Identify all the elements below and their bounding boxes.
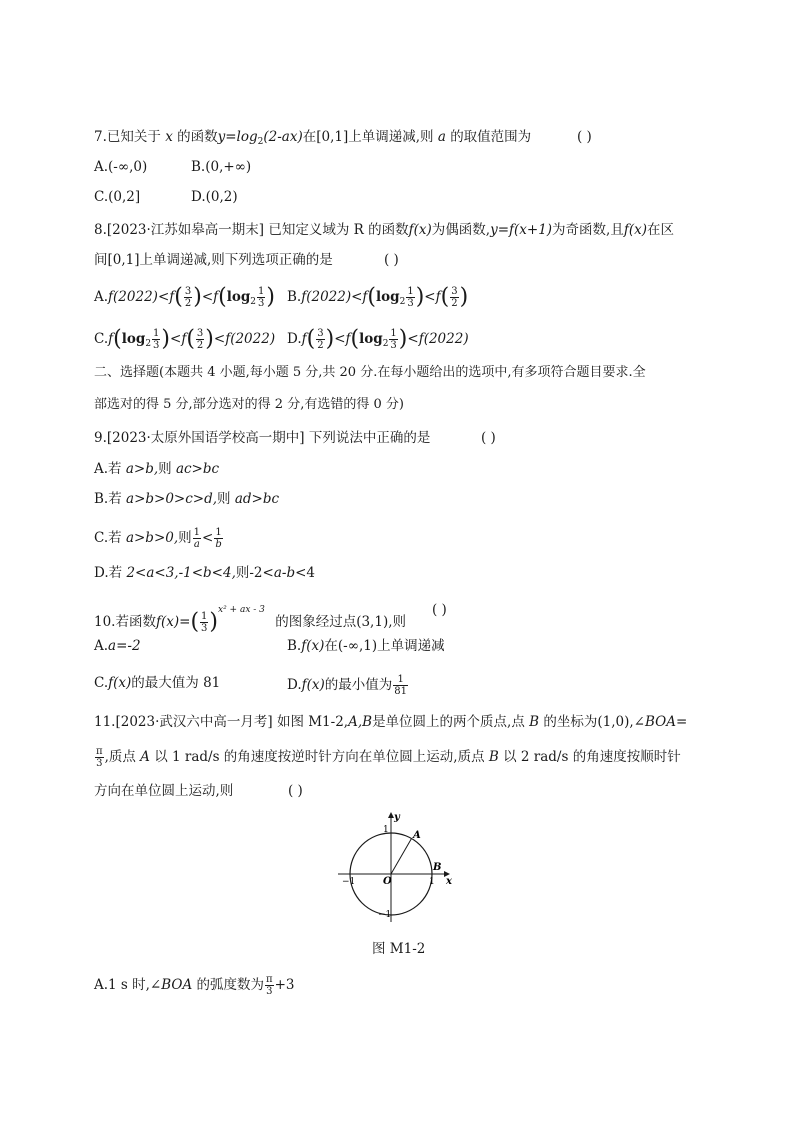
q8-c-lt2: < [213, 331, 226, 347]
q9-a-math: a>b, [125, 461, 159, 477]
q9-c-frac2: $\frac{1}{b}$ [215, 527, 222, 550]
q10-b-label: B. [287, 638, 302, 654]
q11-a-post: +3 [274, 977, 295, 993]
q8-a-label: A. [94, 289, 109, 305]
q8-stem-line2: 间[0,1]上单调递减,则下列选项正确的是 [94, 252, 333, 268]
q8-b-log: log [376, 289, 400, 305]
q9-option-b [94, 490, 279, 508]
q9-a-mid: 则 [158, 461, 172, 477]
q11-a-mid: 的弧度数为 [196, 977, 265, 993]
q8-b-label: B. [287, 289, 302, 305]
q8-c-log: log [121, 331, 146, 347]
q8-d-lt2: < [407, 331, 419, 347]
q7-option-d: D.(0,2) [191, 189, 238, 205]
section2-header-line1: 二、选择题(本题共 4 小题,每小题 5 分,共 20 分.在每小题给出的选项中,有多项符合题目要求.全 [94, 365, 646, 380]
q8-fx: f(x) [408, 222, 432, 238]
q8-b-frac: $\frac{3}{2}$ [451, 286, 458, 309]
label-o: O [383, 876, 392, 887]
label-y: y [394, 812, 400, 823]
q7-var-x: x [165, 129, 173, 145]
q7-option-c: C.(0,2] [94, 189, 141, 205]
q8-d-f2022: f(2022) [418, 331, 469, 347]
label-neg-one-left: −1 [342, 877, 356, 887]
q11-l1-b: B [529, 714, 540, 730]
label-one-right: 1 [429, 877, 435, 887]
q8-text-b: 为偶函数, [431, 222, 491, 238]
q11-l1-mid: 是单位圆上的两个质点,点 [372, 714, 525, 730]
q8-d-logfrac: $\frac{1}{3}$ [390, 328, 397, 351]
q9-a-pre: A.若 [94, 461, 122, 477]
q8-d-frac: $\frac{3}{2}$ [317, 328, 324, 351]
radius-oa [391, 839, 412, 875]
q8-d-f: f [301, 331, 307, 347]
q8-option-b: $B.f(2022)<f(\log_2$ $\frac{1}{3}$ )<f( $\frac{3}{2}$ ) [287, 284, 469, 310]
q9-stem: 9.[2023·太原外国语学校高一期中] 下列说法中正确的是 [94, 430, 431, 446]
unit-circle-figure [336, 808, 456, 924]
q10-option-c [94, 674, 220, 692]
q11-l2-frac: $\frac{\pi}{3}$ [96, 746, 103, 769]
q8-b-lt1: < [351, 289, 363, 305]
q10-c-math: f(x) [108, 675, 132, 691]
q7-text-d: 的取值范围为 [450, 129, 532, 145]
label-a: A [413, 830, 421, 841]
q11-stem-line3: 方向在单位圆上运动,则 [94, 783, 234, 799]
q11-l1-angle: BOA [644, 714, 676, 730]
q10-d-frac: $\frac{1}{81}$ [394, 674, 408, 697]
q11-answer-paren: ( ) [288, 783, 303, 799]
q8-a-lt1: < [157, 289, 170, 305]
q11-a-angle: BOA [161, 977, 193, 993]
q9-d-end: <4 [295, 565, 316, 581]
section2-header-line2: 部选对的得 5 分,部分选对的得 2 分,有选错的得 0 分) [94, 397, 404, 412]
q10-c-label: C. [94, 675, 109, 691]
q10-answer-paren: ( ) [432, 602, 447, 618]
q8-a-f: f [169, 289, 175, 305]
q11-l2-c: 以 2 rad/s 的角速度按顺时针 [503, 749, 681, 765]
q8-fx2: f(x) [623, 222, 647, 238]
q11-l1-eq: = [675, 714, 688, 730]
q8-c-label: C. [94, 331, 109, 347]
q10-pre: 10.若函数 [94, 614, 156, 630]
q11-stem-line1 [94, 713, 687, 731]
q8-d-f2: f [345, 331, 351, 347]
figure-caption: 图 M1-2 [372, 941, 426, 957]
q9-c-lt: < [202, 530, 214, 546]
q8-stem-line1 [94, 221, 674, 239]
q8-fx1: y=f(x+1) [490, 222, 553, 238]
q10-d-math: f(x) [301, 677, 325, 693]
q8-c-f: f [108, 331, 114, 347]
q9-d-math: 2<a<3,-1<b<4, [126, 565, 236, 581]
q10-option-d [287, 674, 409, 697]
q8-c-f2022: f(2022) [225, 331, 276, 347]
q10-fx: f(x) [155, 614, 180, 630]
q9-b-math2: ad>bc [234, 491, 280, 507]
label-one-top: 1 [383, 825, 389, 835]
q11-l1-ab: A,B [348, 714, 373, 730]
q10-post: 的图象经过点(3,1),则 [275, 614, 406, 630]
q7-log-base: 2 [257, 137, 264, 147]
q11-a-pre: A.1 s 时,∠ [94, 977, 162, 993]
q7-text-c: 在[0,1]上单调递减,则 [302, 129, 434, 145]
q8-option-c: $C.f(\log_2$ $\frac{1}{3}$ )<f( $\frac{3}{2}$ )<f(2022) [94, 326, 276, 352]
q7-func: y=log [217, 129, 258, 145]
q8-a-log: log [226, 289, 251, 305]
q10-eq: = [179, 614, 191, 630]
label-x: x [446, 876, 452, 887]
q7-stem [94, 128, 531, 151]
q10-exponent: x² + ax - 3 [218, 605, 265, 615]
q10-c-post: 的最大值为 81 [131, 675, 221, 691]
q10-b-post: 在(-∞,1)上单调递减 [324, 638, 445, 654]
q10-d-label: D. [287, 677, 302, 693]
q9-d-math2: a-b [273, 565, 296, 581]
q8-answer-paren: ( ) [384, 252, 399, 268]
q10-base-frac: $\frac{1}{3}$ [201, 611, 208, 634]
q8-c-f2: f [181, 331, 187, 347]
q10-a-math: a=-2 [108, 638, 141, 654]
q9-option-c [94, 527, 224, 550]
q10-a-label: A. [94, 638, 109, 654]
q9-option-d [94, 564, 315, 582]
q10-stem: 10.若函数f(x)=( $\frac{1}{3}$ )$^{x^2 + ax - 3}$ 的图象经过点(3,1),则 [94, 605, 406, 635]
q11-a-frac: $\frac{\pi}{3}$ [266, 974, 273, 997]
q8-a-frac: $\frac{3}{2}$ [184, 286, 192, 309]
q11-l2-b: 以 1 rad/s 的角速度按逆时针方向在单位圆上运动,质点 [154, 749, 485, 765]
q10-d-post: 的最小值为 [324, 677, 393, 693]
q8-b-f2: f [435, 289, 441, 305]
q9-c-math: a>b>0, [125, 530, 179, 546]
q8-a-f2022: f(2022) [108, 289, 158, 305]
q8-text-c: 为奇函数,且 [552, 222, 624, 238]
q11-stem-line2 [94, 746, 681, 769]
q7-option-b: B.(0,+∞) [191, 159, 252, 175]
label-b: B [433, 862, 442, 873]
q9-c-mid: 则 [178, 530, 192, 546]
q7-answer-paren: ( ) [577, 129, 592, 145]
q9-b-mid: 则 [217, 491, 231, 507]
q11-l1-post: 的坐标为(1,0),∠ [543, 714, 645, 730]
q8-c-lt1: < [170, 331, 182, 347]
q8-a-lt2: < [201, 289, 214, 305]
q7-var-a: a [437, 129, 446, 145]
q9-option-a [94, 460, 219, 478]
q10-option-b [287, 637, 445, 655]
q7-text-a: 7.已知关于 [94, 129, 161, 145]
q9-c-pre: C.若 [94, 530, 122, 546]
q9-answer-paren: ( ) [481, 430, 496, 446]
q8-b-lt2: < [424, 289, 436, 305]
q10-b-math: f(x) [301, 638, 325, 654]
label-neg-one-bottom: −1 [378, 910, 392, 920]
q10-option-a [94, 637, 141, 655]
q9-c-frac1: $\frac{1}{a}$ [193, 527, 201, 550]
q8-b-logfrac: $\frac{1}{3}$ [407, 286, 414, 309]
q7-func-arg: (2-ax) [263, 129, 303, 145]
q8-c-logfrac: $\frac{1}{3}$ [153, 328, 160, 351]
q9-d-mid: 则-2< [235, 565, 274, 581]
q11-l2-B: B [488, 749, 499, 765]
q8-option-a: A.f(2022)<f( $\frac{3}{2}$ )$<f(\log_2$ $\frac{1}{3}$ ) [94, 284, 275, 310]
q9-a-math2: ac>bc [175, 461, 220, 477]
q9-d-pre: D.若 [94, 565, 123, 581]
q8-d-lt1: < [334, 331, 346, 347]
q8-text-d: 在区 [647, 222, 674, 238]
q7-option-a: A.(-∞,0) [94, 159, 148, 175]
q8-c-frac: $\frac{3}{2}$ [196, 328, 204, 351]
q8-option-d: D.f( $\frac{3}{2}$ )$<f(\log_2$ $\frac{1}{3}$ )<f(2022) [287, 326, 469, 352]
q8-d-log: log [359, 331, 383, 347]
q9-b-pre: B.若 [94, 491, 122, 507]
q8-d-label: D. [287, 331, 302, 347]
q11-l2-A: A [140, 749, 150, 765]
q11-option-a [94, 974, 295, 997]
q8-text-a: 8.[2023·江苏如皋高一期末] 已知定义域为 R 的函数 [94, 222, 409, 238]
q11-l1-pre: 11.[2023·武汉六中高一月考] 如图 M1-2, [94, 714, 349, 730]
q8-a-logfrac: $\frac{1}{3}$ [258, 286, 265, 309]
q11-l2-a: ,质点 [104, 749, 136, 765]
q8-b-f2022: f(2022) [301, 289, 352, 305]
q7-text-b: 的函数 [177, 129, 218, 145]
q9-b-math: a>b>0>c>d, [126, 491, 218, 507]
q8-b-f: f [362, 289, 368, 305]
q8-a-f2: f [213, 289, 219, 305]
